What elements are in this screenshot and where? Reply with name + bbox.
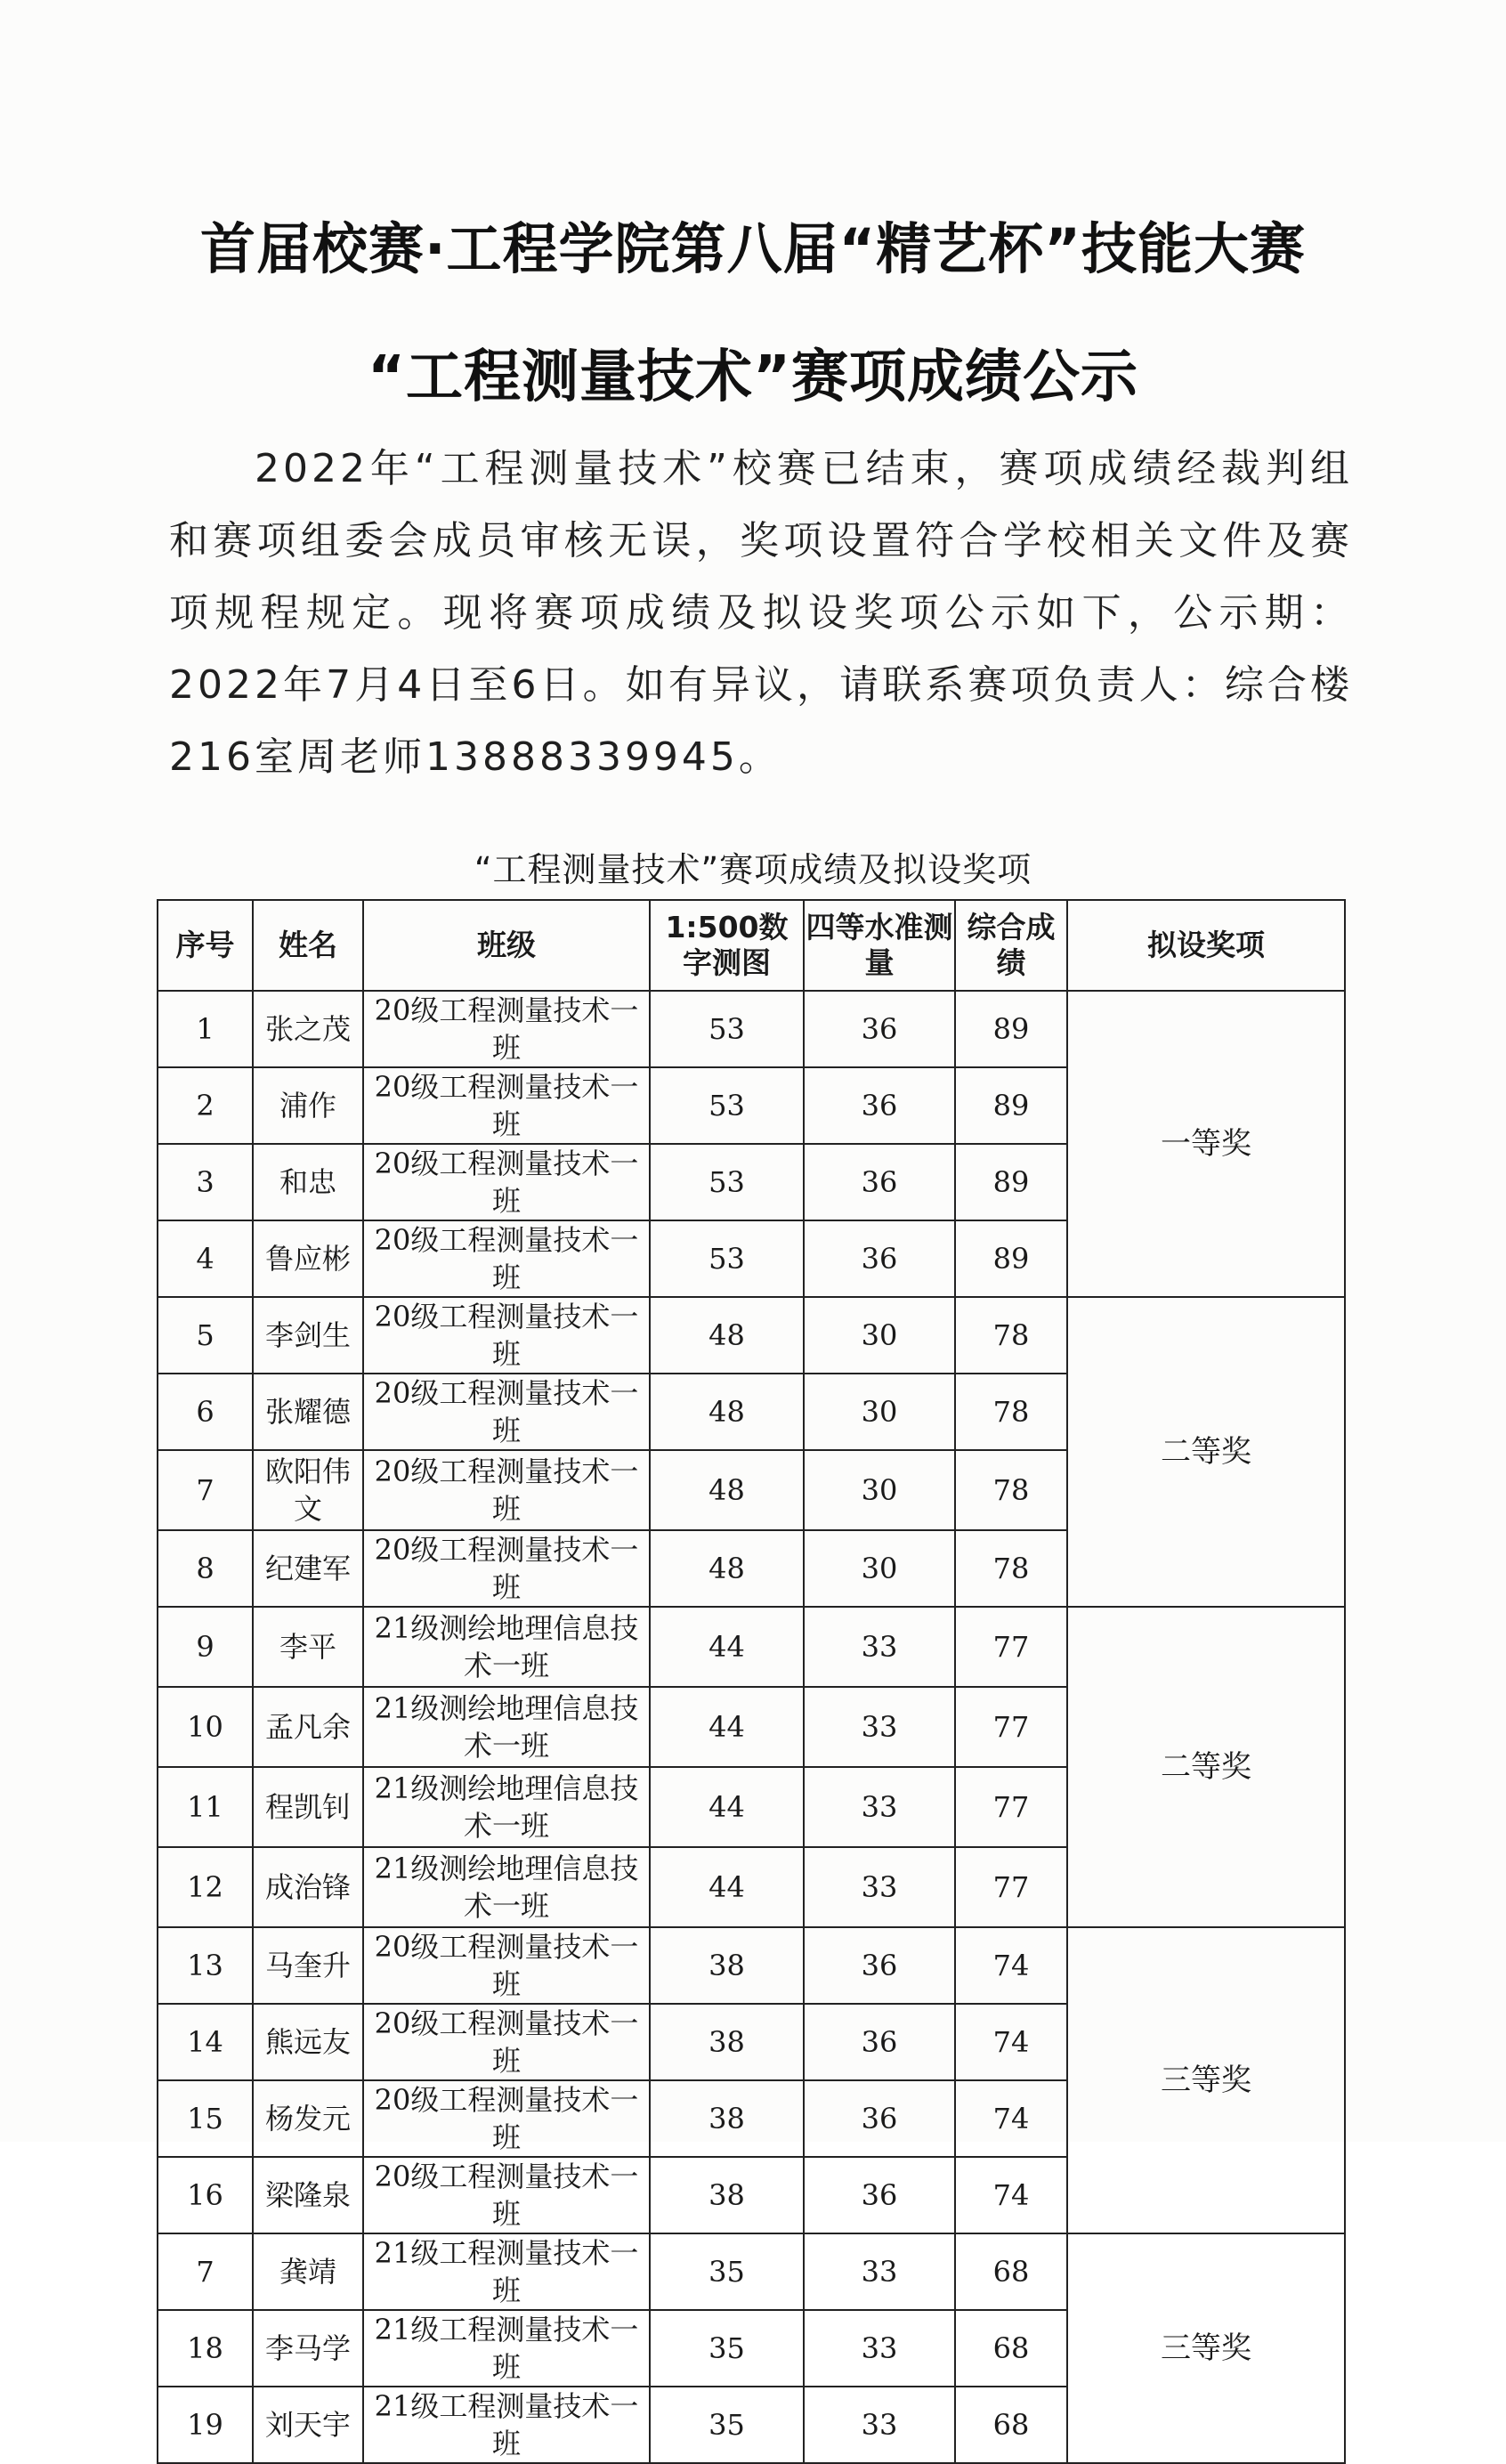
cell-no: 9: [158, 1607, 253, 1687]
header-total: 综合成绩: [955, 900, 1067, 991]
cell-total: 78: [955, 1374, 1067, 1450]
cell-digital-map: 35: [650, 2233, 804, 2310]
cell-total: 77: [955, 1767, 1067, 1847]
cell-leveling: 30: [804, 1374, 955, 1450]
cell-class: 20级工程测量技术一班: [363, 2080, 650, 2157]
cell-no: 5: [158, 1297, 253, 1374]
cell-award: 一等奖: [1067, 991, 1345, 1297]
cell-total: 78: [955, 1450, 1067, 1530]
cell-class: 21级工程测量技术一班: [363, 2233, 650, 2310]
cell-name: 张之茂: [253, 991, 363, 1067]
cell-award: 二等奖: [1067, 1297, 1345, 1607]
cell-digital-map: 44: [650, 1607, 804, 1687]
cell-leveling: 33: [804, 1687, 955, 1767]
cell-class: 21级测绘地理信息技术一班: [363, 1847, 650, 1927]
announcement-paragraph: 2022年“工程测量技术”校赛已结束，赛项成绩经裁判组和赛项组委会成员审核无误，奖项设置符合学校相关文件及赛项规程规定。现将赛项成绩及拟设奖项公示如下，公示期：2022年7月4日至6日。如有异议，请联系赛项负责人：综合楼216室周老师13888339945。: [169, 446, 1353, 780]
cell-leveling: 36: [804, 1067, 955, 1144]
header-class: 班级: [363, 900, 650, 991]
cell-digital-map: 38: [650, 1927, 804, 2004]
table-body: [158, 991, 1345, 2463]
cell-name: 鲁应彬: [253, 1220, 363, 1297]
cell-no: 8: [158, 1530, 253, 1607]
cell-digital-map: 48: [650, 1530, 804, 1607]
cell-name: 梁隆泉: [253, 2157, 363, 2233]
cell-leveling: 33: [804, 2387, 955, 2463]
cell-name: 孟凡余: [253, 1687, 363, 1767]
cell-name: 程凯钊: [253, 1767, 363, 1847]
cell-class: 20级工程测量技术一班: [363, 2157, 650, 2233]
cell-digital-map: 53: [650, 1067, 804, 1144]
table-row: [158, 1607, 1345, 1687]
cell-total: 78: [955, 1297, 1067, 1374]
cell-leveling: 33: [804, 1847, 955, 1927]
cell-digital-map: 48: [650, 1450, 804, 1530]
cell-total: 77: [955, 1687, 1067, 1767]
cell-name: 刘天宇: [253, 2387, 363, 2463]
cell-no: 10: [158, 1687, 253, 1767]
cell-leveling: 36: [804, 1144, 955, 1220]
cell-class: 21级测绘地理信息技术一班: [363, 1767, 650, 1847]
cell-leveling: 30: [804, 1450, 955, 1530]
cell-no: 11: [158, 1767, 253, 1847]
cell-total: 77: [955, 1607, 1067, 1687]
cell-award: 三等奖: [1067, 2233, 1345, 2463]
cell-class: 21级工程测量技术一班: [363, 2310, 650, 2387]
cell-leveling: 36: [804, 2157, 955, 2233]
cell-name: 龚靖: [253, 2233, 363, 2310]
cell-class: 20级工程测量技术一班: [363, 991, 650, 1067]
cell-class: 21级测绘地理信息技术一班: [363, 1607, 650, 1687]
cell-no: 7: [158, 2233, 253, 2310]
cell-class: 20级工程测量技术一班: [363, 1374, 650, 1450]
cell-total: 78: [955, 1530, 1067, 1607]
cell-total: 68: [955, 2233, 1067, 2310]
cell-leveling: 33: [804, 2233, 955, 2310]
cell-total: 89: [955, 1067, 1067, 1144]
cell-name: 熊远友: [253, 2004, 363, 2080]
cell-name: 欧阳伟文: [253, 1450, 363, 1530]
cell-no: 1: [158, 991, 253, 1067]
cell-no: 3: [158, 1144, 253, 1220]
cell-digital-map: 35: [650, 2387, 804, 2463]
header-award: 拟设奖项: [1067, 900, 1345, 991]
cell-no: 16: [158, 2157, 253, 2233]
cell-class: 20级工程测量技术一班: [363, 2004, 650, 2080]
cell-total: 68: [955, 2387, 1067, 2463]
cell-digital-map: 35: [650, 2310, 804, 2387]
cell-digital-map: 48: [650, 1374, 804, 1450]
cell-no: 4: [158, 1220, 253, 1297]
cell-name: 李剑生: [253, 1297, 363, 1374]
cell-digital-map: 38: [650, 2004, 804, 2080]
cell-name: 和忠: [253, 1144, 363, 1220]
table-header-row: [158, 900, 1345, 991]
cell-class: 20级工程测量技术一班: [363, 1450, 650, 1530]
cell-leveling: 36: [804, 1220, 955, 1297]
cell-class: 20级工程测量技术一班: [363, 1144, 650, 1220]
cell-digital-map: 38: [650, 2157, 804, 2233]
table-row: [158, 1927, 1345, 2004]
table-row: [158, 1297, 1345, 1374]
cell-class: 20级工程测量技术一班: [363, 1067, 650, 1144]
header-name: 姓名: [253, 900, 363, 991]
cell-leveling: 30: [804, 1530, 955, 1607]
cell-leveling: 33: [804, 2310, 955, 2387]
header-no: 序号: [158, 900, 253, 991]
cell-class: 21级测绘地理信息技术一班: [363, 1687, 650, 1767]
cell-total: 89: [955, 1220, 1067, 1297]
document-title: 首届校赛·工程学院第八届“精艺杯”技能大赛: [199, 216, 1307, 281]
cell-class: 20级工程测量技术一班: [363, 1927, 650, 2004]
cell-no: 14: [158, 2004, 253, 2080]
cell-digital-map: 53: [650, 1144, 804, 1220]
cell-award: 二等奖: [1067, 1607, 1345, 1927]
cell-total: 74: [955, 2004, 1067, 2080]
score-table: [157, 899, 1346, 2464]
cell-no: 6: [158, 1374, 253, 1450]
cell-name: 纪建军: [253, 1530, 363, 1607]
header-digital-map: 1:500数字测图: [650, 900, 804, 991]
cell-digital-map: 44: [650, 1847, 804, 1927]
cell-digital-map: 53: [650, 991, 804, 1067]
cell-name: 浦作: [253, 1067, 363, 1144]
cell-class: 20级工程测量技术一班: [363, 1530, 650, 1607]
cell-total: 68: [955, 2310, 1067, 2387]
cell-leveling: 30: [804, 1297, 955, 1374]
cell-digital-map: 48: [650, 1297, 804, 1374]
cell-class: 20级工程测量技术一班: [363, 1297, 650, 1374]
cell-leveling: 36: [804, 2004, 955, 2080]
cell-digital-map: 44: [650, 1767, 804, 1847]
table-caption: “工程测量技术”赛项成绩及拟设奖项: [474, 850, 1032, 889]
cell-leveling: 36: [804, 991, 955, 1067]
cell-leveling: 33: [804, 1607, 955, 1687]
header-leveling: 四等水准测量: [804, 900, 955, 991]
cell-total: 74: [955, 2157, 1067, 2233]
cell-name: 张耀德: [253, 1374, 363, 1450]
table-row: [158, 2233, 1345, 2310]
cell-total: 89: [955, 1144, 1067, 1220]
cell-name: 杨发元: [253, 2080, 363, 2157]
cell-total: 74: [955, 2080, 1067, 2157]
table-row: [158, 991, 1345, 1067]
cell-total: 74: [955, 1927, 1067, 2004]
cell-name: 成治锋: [253, 1847, 363, 1927]
cell-digital-map: 53: [650, 1220, 804, 1297]
cell-total: 89: [955, 991, 1067, 1067]
cell-class: 21级工程测量技术一班: [363, 2387, 650, 2463]
cell-award: 三等奖: [1067, 1927, 1345, 2233]
cell-no: 7: [158, 1450, 253, 1530]
cell-no: 13: [158, 1927, 253, 2004]
cell-class: 20级工程测量技术一班: [363, 1220, 650, 1297]
cell-no: 12: [158, 1847, 253, 1927]
cell-digital-map: 44: [650, 1687, 804, 1767]
cell-name: 李马学: [253, 2310, 363, 2387]
cell-total: 77: [955, 1847, 1067, 1927]
cell-no: 2: [158, 1067, 253, 1144]
cell-leveling: 33: [804, 1767, 955, 1847]
cell-digital-map: 38: [650, 2080, 804, 2157]
cell-name: 李平: [253, 1607, 363, 1687]
document-subtitle: “工程测量技术”赛项成绩公示: [367, 344, 1139, 410]
cell-no: 15: [158, 2080, 253, 2157]
cell-no: 18: [158, 2310, 253, 2387]
cell-leveling: 36: [804, 2080, 955, 2157]
cell-leveling: 36: [804, 1927, 955, 2004]
cell-name: 马奎升: [253, 1927, 363, 2004]
cell-no: 19: [158, 2387, 253, 2463]
